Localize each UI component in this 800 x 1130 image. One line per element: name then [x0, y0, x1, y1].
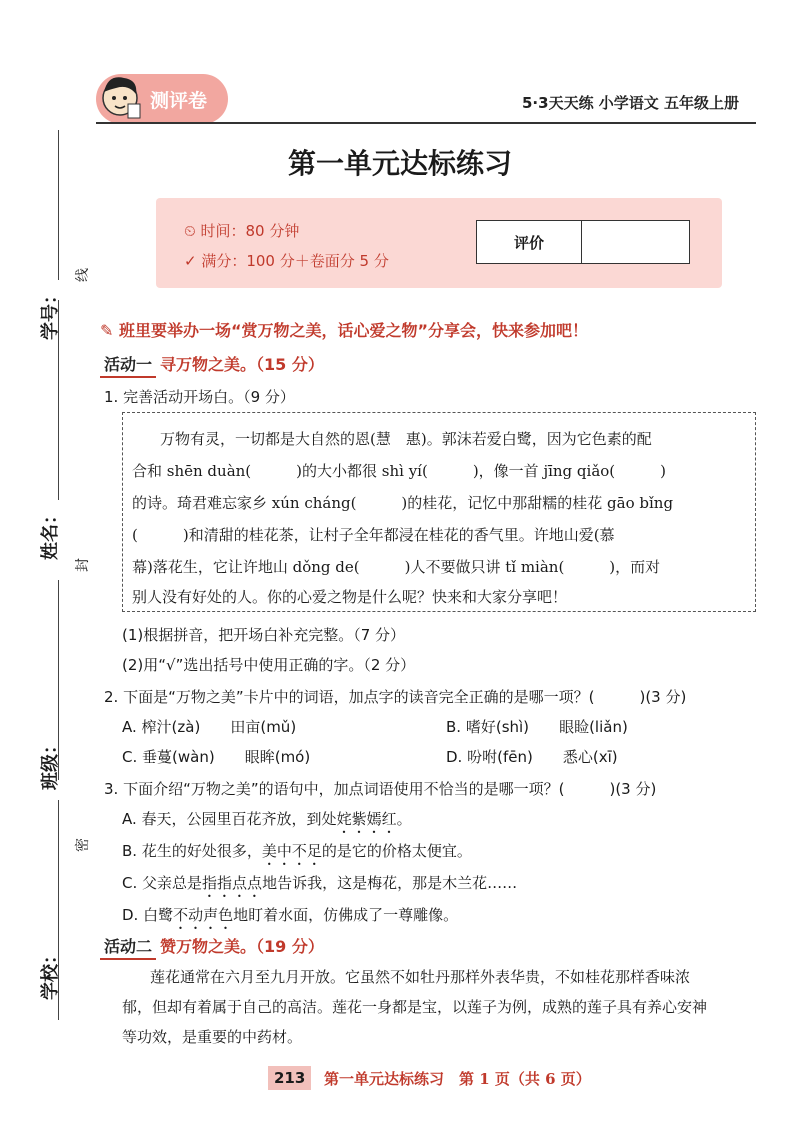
reading-line: 莲花通常在六月至九月开放。它虽然不如牡丹那样外表华贵，不如桂花那样香味浓: [150, 968, 691, 986]
q2-title: 2. 下面是“万物之美”卡片中的词语，加点字的读音完全正确的是哪一项？( )(3 分): [104, 688, 687, 706]
activity1-name: 寻万物之美。（15 分）: [160, 355, 324, 374]
clock-icon: ⏲: [184, 222, 201, 240]
student-mascot-icon: [98, 70, 146, 122]
cut-line-mark: 线: [75, 268, 91, 282]
dotted-phrase: 指指点点: [202, 874, 263, 892]
series-label: 5·3天天练 小学语文 五年级上册: [522, 94, 740, 112]
activity1-label: 活动一: [100, 353, 156, 378]
q2-option-c[interactable]: C. 垂蔓(wàn) 眼眸(mó): [122, 748, 311, 766]
speech-line: 幕)落花生，它让许地山 dǒng de( )人不要做只讲 tǐ miàn( )，而对: [132, 558, 661, 576]
evaluation-box: [476, 220, 690, 264]
intro-text: ✎ 班里要举办一场“赏万物之美，话心爱之物”分享会，快来参加吧！: [100, 321, 589, 340]
seal-mark: 封: [75, 558, 91, 572]
q3-option-b[interactable]: B. 花生的好处很多，美中不足的是它的价格太便宜。: [122, 842, 472, 860]
q1-sub1: (1)根据拼音，把开场白补充完整。（7 分）: [122, 626, 406, 644]
q3-option-d[interactable]: D. 白鹭不动声色地盯着水面，仿佛成了一尊雕像。: [122, 906, 459, 924]
badge-label: 测评卷: [150, 90, 208, 112]
dotted-phrase: 姹紫嫣红: [336, 810, 397, 828]
time-row: [184, 220, 299, 241]
q3-option-c[interactable]: C. 父亲总是指指点点地告诉我，这是梅花，那是木兰花……: [122, 874, 518, 892]
evaluation-field[interactable]: [582, 221, 689, 263]
name-label: 姓名：: [40, 506, 61, 560]
reading-line: 郁，但却有着属于自己的高洁。莲花一身都是宝，以莲子为例，成熟的莲子具有养心安神: [122, 998, 708, 1016]
time-text: 时间：80 分钟: [200, 222, 300, 240]
speech-line: 别人没有好处的人。你的心爱之物是什么呢？快来和大家分享吧！: [132, 588, 568, 606]
q3-option-a[interactable]: A. 春天，公园里百花齐放，到处姹紫嫣红。: [122, 810, 412, 828]
score-text: 满分：100 分＋卷面分 5 分: [201, 252, 389, 270]
speech-line: 合和 shēn duàn( )的大小都很 shì yí( )，像一首 jīng qiǎo( ): [132, 462, 666, 480]
speech-line: ( )和清甜的桂花茶，让村子全年都浸在桂花的香气里。许地山爱(慕: [132, 526, 615, 544]
reading-line: 等功效，是重要的中药材。: [122, 1028, 303, 1046]
q2-option-d[interactable]: D. 吩咐(fēn) 悉心(xī): [446, 748, 618, 766]
binding-line: [58, 130, 59, 280]
speech-line: 的诗。琦君难忘家乡 xún cháng( )的桂花，记忆中那甜糯的桂花 gāo bǐng: [132, 494, 674, 512]
speech-line: 万物有灵，一切都是大自然的恩(慧 惠)。郭沫若爱白鹭，因为它色素的配: [160, 430, 652, 448]
pen-icon: ✎: [100, 321, 119, 340]
footer-text: 第一单元达标练习 第 1 页（共 6 页）: [324, 1070, 591, 1088]
q2-option-b[interactable]: B. 嗜好(shì) 眼睑(liǎn): [446, 718, 628, 736]
score-row: [184, 250, 389, 271]
check-icon: ✓: [184, 252, 202, 270]
activity2-header: [100, 934, 324, 957]
page-number: 213: [268, 1066, 311, 1090]
dotted-phrase: 美中不足: [261, 842, 322, 860]
q1-title: 1. 完善活动开场白。（9 分）: [104, 388, 295, 406]
secret-mark: 密: [75, 838, 91, 852]
dotted-phrase: 不动声色: [173, 906, 234, 924]
activity2-name: 赞万物之美。（19 分）: [160, 937, 324, 956]
q3-title: 3. 下面介绍“万物之美”的语句中，加点词语使用不恰当的是哪一项？( )(3 分): [104, 780, 657, 798]
header-rule: [96, 122, 756, 124]
class-label: 班级：: [40, 736, 61, 790]
page-title: 第一单元达标练习: [287, 147, 512, 180]
evaluation-label: 评价: [477, 221, 582, 263]
school-label: 学校：: [40, 946, 61, 1000]
student-id-label: 学号：: [40, 286, 61, 340]
q1-sub2: (2)用“√”选出括号中使用正确的字。（2 分）: [122, 656, 416, 674]
activity1-header: [100, 352, 324, 375]
q2-option-a[interactable]: A. 榨汁(zà) 田亩(mǔ): [122, 718, 297, 736]
activity2-label: 活动二: [100, 935, 156, 960]
